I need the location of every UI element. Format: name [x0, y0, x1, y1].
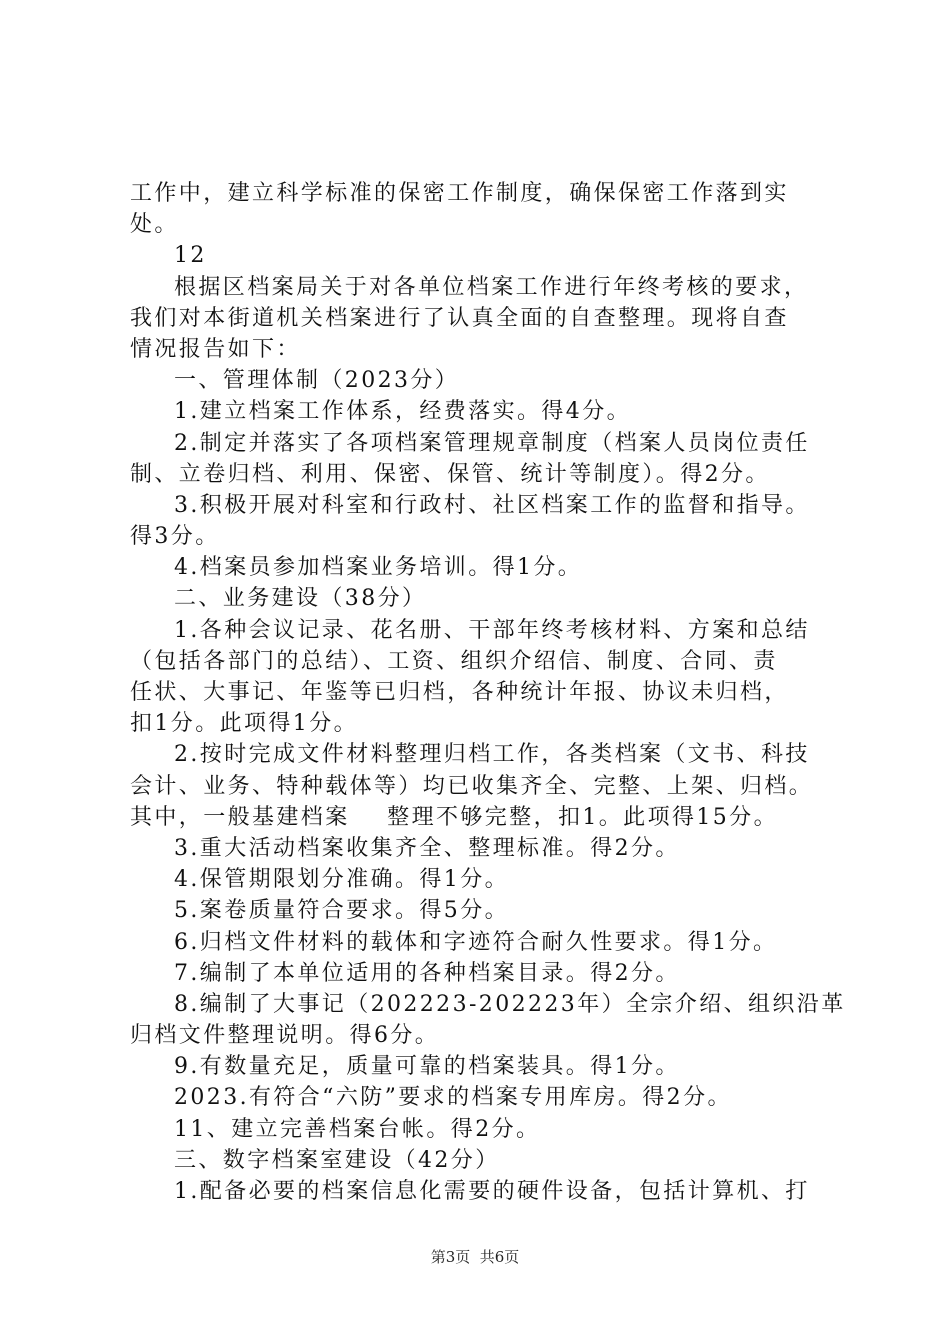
text-line: 处。 — [130, 212, 179, 238]
text-line: 情况报告如下： — [130, 336, 301, 362]
text-line: 9.有数量充足，质量可靠的档案装具。得1分。 — [174, 1054, 680, 1080]
text-line: 1.建立档案工作体系，经费落实。得4分。 — [174, 399, 631, 425]
text-line: 4.档案员参加档案业务培训。得1分。 — [174, 555, 583, 581]
page-number-footer: 第3页 共6页 — [430, 1248, 520, 1266]
text-line: 归档文件整理说明。得6分。 — [130, 1023, 440, 1049]
text-line: 扣1分。此项得1分。 — [130, 711, 358, 737]
text-line: 其中，一般基建档案 整理不够完整，扣1。此项得15分。 — [130, 804, 778, 830]
text-line: 8.编制了大事记（202223-202223年）全宗介绍、组织沿革 — [174, 991, 846, 1017]
text-line: 12 — [174, 243, 207, 269]
text-line: 1.各种会议记录、花名册、干部年终考核材料、方案和总结 — [174, 617, 810, 643]
document-body — [130, 178, 846, 1207]
text-line: 3.积极开展对科室和行政村、社区档案工作的监督和指导。 — [174, 492, 810, 518]
text-line: 我们对本街道机关档案进行了认真全面的自查整理。现将自查 — [130, 305, 789, 331]
text-line: 工作中，建立科学标准的保密工作制度，确保保密工作落到实 — [130, 181, 789, 206]
text-line: 6.归档文件材料的载体和字迹符合耐久性要求。得1分。 — [174, 929, 778, 955]
text-line: 2.按时完成文件材料整理归档工作，各类档案（文书、科技 — [174, 742, 810, 768]
text-line: 一、管理体制（2023分） — [174, 368, 460, 394]
text-line: 制、立卷归档、利用、保密、保管、统计等制度）。得2分。 — [130, 461, 770, 487]
text-line: 1.配备必要的档案信息化需要的硬件设备，包括计算机、打 — [174, 1179, 810, 1204]
text-line: （包括各部门的总结）、工资、组织介绍信、制度、合同、责 — [130, 648, 778, 674]
text-line: 根据区档案局关于对各单位档案工作进行年终考核的要求， — [174, 274, 809, 300]
text-line: 得3分。 — [130, 524, 220, 550]
text-line: 二、业务建设（38分） — [174, 586, 427, 612]
text-line: 2.制定并落实了各项档案管理规章制度（档案人员岗位责任 — [174, 430, 810, 456]
text-line: 5.案卷质量符合要求。得5分。 — [174, 898, 509, 924]
text-line: 3.重大活动档案收集齐全、整理标准。得2分。 — [174, 835, 680, 861]
text-line: 任状、大事记、年鉴等已归档，各种统计年报、协议未归档， — [130, 680, 789, 705]
text-line: 2023.有符合“六防”要求的档案专用库房。得2分。 — [174, 1085, 732, 1111]
text-line: 会计、业务、特种载体等）均已收集齐全、完整、上架、归档。 — [130, 773, 814, 799]
text-line: 11、建立完善档案台帐。得2分。 — [174, 1116, 541, 1142]
text-line: 三、数字档案室建设（42分） — [174, 1147, 500, 1173]
text-line: 7.编制了本单位适用的各种档案目录。得2分。 — [174, 960, 680, 986]
text-line: 4.保管期限划分准确。得1分。 — [174, 867, 509, 893]
